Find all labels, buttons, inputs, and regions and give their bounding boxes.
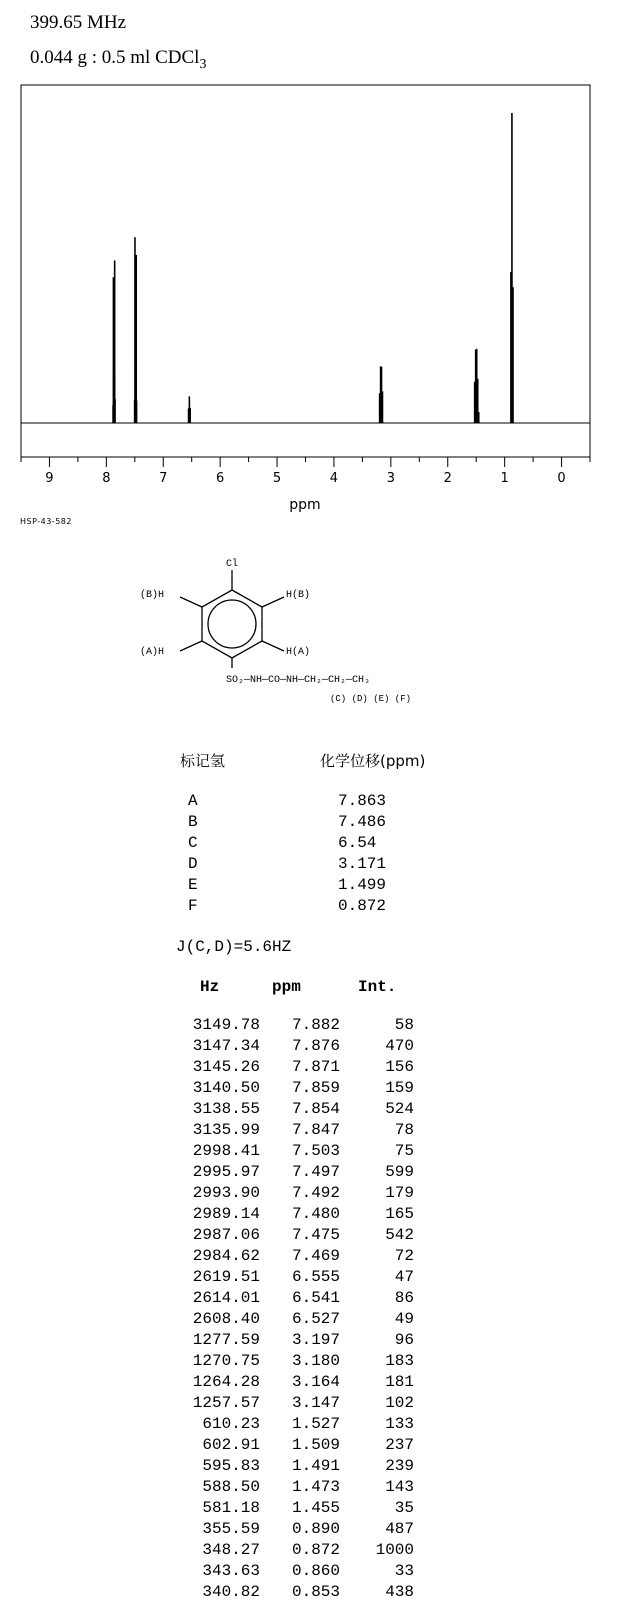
peak-ppm: 7.480 [291, 1204, 340, 1223]
spectrum-peaks [113, 113, 513, 423]
peak-ppm: 7.882 [291, 1015, 340, 1034]
shift-value: 1.499 [338, 875, 387, 894]
coupling-constant: J(C,D)=5.6HZ [176, 938, 292, 956]
peak-hz: 3147.34 [192, 1036, 260, 1055]
peak-int: 599 [385, 1162, 414, 1181]
peak-header-hz: Hz [200, 978, 220, 996]
peak-int: 35 [394, 1498, 414, 1517]
x-tick-label: 8 [102, 471, 111, 486]
peak-hz: 581.18 [202, 1498, 260, 1517]
table-row [178, 1392, 414, 1413]
peak-hz: 355.59 [202, 1519, 260, 1538]
table-row [178, 1497, 414, 1518]
peak-int: 179 [385, 1183, 414, 1202]
peak-hz: 3149.78 [192, 1015, 260, 1034]
peak-int: 237 [385, 1435, 414, 1454]
peak-int: 33 [394, 1561, 414, 1580]
peak-hz: 3135.99 [192, 1120, 260, 1139]
peak-int: 86 [394, 1288, 414, 1307]
peak-ppm: 0.872 [291, 1540, 340, 1559]
shift-header-value: 化学位移(ppm) [320, 752, 426, 770]
peak-ppm: 6.555 [291, 1267, 340, 1286]
shift-row [188, 874, 386, 895]
peak-int: 78 [394, 1120, 414, 1139]
x-tick-label: 0 [557, 471, 566, 486]
shift-header-label: 标记氢 [180, 752, 226, 770]
shift-value: 7.486 [338, 812, 387, 831]
peak-hz: 595.83 [202, 1456, 260, 1475]
shift-row [188, 832, 386, 853]
table-row [178, 1203, 414, 1224]
peak-int: 487 [385, 1519, 414, 1538]
peak-hz: 3138.55 [192, 1099, 260, 1118]
peak-int: 49 [394, 1309, 414, 1328]
shift-row [188, 853, 386, 874]
peak-int: 133 [385, 1414, 414, 1433]
table-row [178, 1434, 414, 1455]
table-row [178, 1581, 414, 1602]
peak-int: 102 [385, 1393, 414, 1412]
ha-right-bond [262, 641, 284, 651]
x-tick-label: 2 [443, 471, 452, 486]
peak-int: 165 [385, 1204, 414, 1223]
peak-int: 542 [385, 1225, 414, 1244]
chemical-shift-table [188, 790, 386, 916]
peak-ppm: 1.509 [291, 1435, 340, 1454]
peak-hz: 1277.59 [192, 1330, 260, 1349]
peak-int: 159 [385, 1078, 414, 1097]
peak-int: 156 [385, 1057, 414, 1076]
a-left-label: (A)H [140, 647, 165, 658]
shift-label: E [188, 875, 198, 894]
peak-ppm: 0.890 [291, 1519, 340, 1538]
x-tick-label: 9 [45, 471, 54, 486]
peak-int: 438 [385, 1582, 414, 1601]
peak-ppm: 3.197 [291, 1330, 340, 1349]
chain-formula: SO₂—NH—CO—NH—CH₂—CH₂—CH₃ [226, 675, 371, 686]
peak-hz: 1257.57 [192, 1393, 260, 1412]
peak-hz: 340.82 [202, 1582, 260, 1601]
peak-ppm: 7.854 [291, 1099, 340, 1118]
table-row [178, 1245, 414, 1266]
sample-text: 0.044 g : 0.5 ml CDCl [30, 47, 200, 68]
peak-hz: 588.50 [202, 1477, 260, 1496]
sample-subscript: 3 [199, 56, 207, 72]
peak-ppm: 7.847 [291, 1120, 340, 1139]
table-row [178, 1329, 414, 1350]
peak-int: 96 [394, 1330, 414, 1349]
peak-hz: 610.23 [202, 1414, 260, 1433]
peak-ppm: 1.473 [291, 1477, 340, 1496]
shift-label: C [188, 833, 198, 852]
table-row [178, 1098, 414, 1119]
table-row [178, 1308, 414, 1329]
peak-hz: 343.63 [202, 1561, 260, 1580]
table-row [178, 1182, 414, 1203]
table-row [178, 1287, 414, 1308]
peak-int: 72 [394, 1246, 414, 1265]
peak-int: 75 [394, 1141, 414, 1160]
peak-hz: 1264.28 [192, 1372, 260, 1391]
peak-ppm: 0.853 [291, 1582, 340, 1601]
table-row [178, 1161, 414, 1182]
peak-hz: 2984.62 [192, 1246, 260, 1265]
peak-int: 1000 [375, 1540, 414, 1559]
table-row [178, 1518, 414, 1539]
peak-int: 143 [385, 1477, 414, 1496]
shift-label: F [188, 896, 198, 915]
table-row [178, 1056, 414, 1077]
peak-hz: 3140.50 [192, 1078, 260, 1097]
peak-ppm: 7.475 [291, 1225, 340, 1244]
table-row [178, 1476, 414, 1497]
table-row [178, 1014, 414, 1035]
ha-left-bond [180, 641, 202, 651]
shift-value: 6.54 [338, 833, 377, 852]
shift-value: 3.171 [338, 854, 387, 873]
shift-row [188, 811, 386, 832]
spectrum-code: HSP-43-582 [20, 517, 72, 526]
peak-ppm: 7.859 [291, 1078, 340, 1097]
peak-ppm: 7.492 [291, 1183, 340, 1202]
shift-label: B [188, 812, 198, 831]
peak-ppm: 7.469 [291, 1246, 340, 1265]
peak-hz: 2993.90 [192, 1183, 260, 1202]
x-axis-label: ppm [289, 497, 321, 513]
spectrometer-frequency: 399.65 MHz [30, 12, 127, 33]
table-row [178, 1560, 414, 1581]
molecule-structure [0, 540, 626, 710]
peak-ppm: 7.871 [291, 1057, 340, 1076]
x-tick-label: 6 [216, 471, 225, 486]
peak-hz: 2995.97 [192, 1162, 260, 1181]
chain-position-labels: (C) (D) (E) (F) [330, 694, 412, 704]
x-axis-ticks [21, 457, 590, 486]
table-row [178, 1224, 414, 1245]
peak-ppm: 3.164 [291, 1372, 340, 1391]
table-row [178, 1035, 414, 1056]
b-left-label: (B)H [140, 590, 165, 601]
peak-int: 183 [385, 1351, 414, 1370]
shift-value: 0.872 [338, 896, 387, 915]
peak-hz: 602.91 [202, 1435, 260, 1454]
peak-ppm: 3.180 [291, 1351, 340, 1370]
peak-hz: 3145.26 [192, 1057, 260, 1076]
peak-hz: 1270.75 [192, 1351, 260, 1370]
shift-label: A [188, 791, 198, 810]
peak-hz: 2608.40 [192, 1309, 260, 1328]
peak-int: 58 [394, 1015, 414, 1034]
peak-ppm: 6.527 [291, 1309, 340, 1328]
table-row [178, 1266, 414, 1287]
x-tick-label: 1 [500, 471, 509, 486]
b-right-label: H(B) [286, 590, 311, 601]
peak-ppm: 6.541 [291, 1288, 340, 1307]
peak-hz: 2987.06 [192, 1225, 260, 1244]
table-row [178, 1539, 414, 1560]
peak-ppm: 0.860 [291, 1561, 340, 1580]
a-right-label: H(A) [286, 647, 311, 658]
table-row [178, 1140, 414, 1161]
peak-hz: 2989.14 [192, 1204, 260, 1223]
peak-ppm: 7.503 [291, 1141, 340, 1160]
peak-ppm: 1.527 [291, 1414, 340, 1433]
table-row [178, 1455, 414, 1476]
shift-label: D [188, 854, 198, 873]
peak-ppm: 3.147 [291, 1393, 340, 1412]
table-row [178, 1371, 414, 1392]
peak-ppm: 7.497 [291, 1162, 340, 1181]
peak-hz: 348.27 [202, 1540, 260, 1559]
peak-int: 524 [385, 1099, 414, 1118]
peak-ppm: 1.455 [291, 1498, 340, 1517]
peak-hz: 2614.01 [192, 1288, 260, 1307]
aromatic-circle [208, 600, 256, 648]
table-row [178, 1413, 414, 1434]
peak-int: 181 [385, 1372, 414, 1391]
plot-frame [21, 85, 590, 457]
peak-int: 47 [394, 1267, 414, 1286]
x-tick-label: 4 [329, 471, 339, 486]
table-row [178, 1119, 414, 1140]
peak-ppm: 1.491 [291, 1456, 340, 1475]
x-tick-label: 3 [386, 471, 395, 486]
x-tick-label: 5 [272, 471, 282, 486]
shift-row [188, 895, 386, 916]
peak-hz: 2998.41 [192, 1141, 260, 1160]
peak-hz: 2619.51 [192, 1267, 260, 1286]
peak-header-ppm: ppm [272, 978, 301, 996]
table-row [178, 1350, 414, 1371]
hb-right-bond [262, 597, 284, 607]
nmr-spectrum-chart [0, 0, 626, 520]
peak-int: 239 [385, 1456, 414, 1475]
hb-left-bond [180, 597, 202, 607]
shift-value: 7.863 [338, 791, 387, 810]
x-tick-label: 7 [159, 471, 168, 486]
shift-row [188, 790, 386, 811]
table-row [178, 1077, 414, 1098]
peak-ppm: 7.876 [291, 1036, 340, 1055]
peak-list-table [178, 1014, 414, 1602]
peak-header-int: Int. [358, 978, 397, 996]
cl-label: Cl [226, 559, 239, 570]
peak-int: 470 [385, 1036, 414, 1055]
